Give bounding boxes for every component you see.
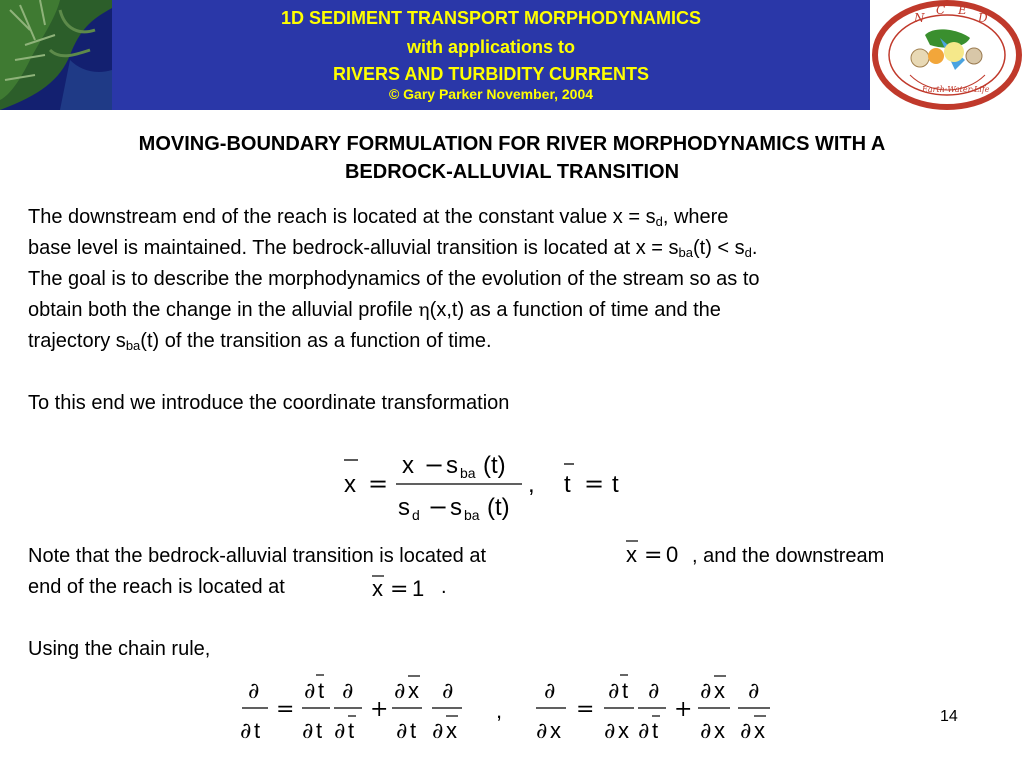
plus: + xyxy=(370,697,389,722)
text: base level is maintained. The bedrock-alluvial transition is located at x = s xyxy=(28,237,679,259)
text: obtain both the change in the alluvial profile xyxy=(28,299,419,321)
var-x-bar: x xyxy=(408,678,419,703)
svg-text:N: N xyxy=(914,11,925,25)
text: trajectory s xyxy=(28,330,126,352)
partial: ∂ xyxy=(638,719,650,744)
var-t-bar: t xyxy=(622,678,629,703)
partial: ∂ xyxy=(334,719,346,744)
den-paren-t: (t) xyxy=(487,494,510,521)
eta-symbol: η xyxy=(418,299,430,321)
num-s: s xyxy=(446,452,458,479)
equals: = xyxy=(276,697,295,722)
page-number: 14 xyxy=(940,708,958,725)
partial: ∂ xyxy=(302,719,314,744)
header-banner xyxy=(112,0,870,110)
eq-equals: = xyxy=(368,470,389,498)
num-paren-t: (t) xyxy=(483,452,506,479)
math-one: 1 xyxy=(412,576,425,601)
text: (t) < s xyxy=(693,237,745,259)
comma: , xyxy=(496,698,503,723)
partial: ∂ xyxy=(396,719,408,744)
slide-title-line-2: BEDROCK-ALLUVIAL TRANSITION xyxy=(344,161,680,183)
partial: ∂ xyxy=(700,679,712,704)
var-x-bar: x xyxy=(446,718,457,743)
den-sub-d: d xyxy=(412,507,420,523)
text: end of the reach is located at xyxy=(28,576,285,598)
eq-comma: , xyxy=(528,471,535,498)
partial: ∂ xyxy=(748,679,760,704)
text: The goal is to describe the morphodynamics of the evolution of the stream so as to xyxy=(28,268,760,290)
eq-x-bar: x xyxy=(344,471,356,498)
text: (x,t) as a function of time and the xyxy=(429,299,721,321)
paragraph-boundary-locations xyxy=(28,541,988,603)
subscript: ba xyxy=(125,338,141,353)
var-t: t xyxy=(316,718,323,743)
partial: ∂ xyxy=(740,719,752,744)
text: . xyxy=(441,576,447,598)
subscript: d xyxy=(744,245,752,260)
partial: ∂ xyxy=(240,719,252,744)
var-t-bar: t xyxy=(348,718,355,743)
var-x-bar: x xyxy=(714,678,725,703)
slide-title xyxy=(20,130,1004,186)
var-t: t xyxy=(254,718,261,743)
svg-text:D: D xyxy=(978,11,988,25)
slide-title-line-1: MOVING-BOUNDARY FORMULATION FOR RIVER MORPHODYNAMICS WITH A xyxy=(138,133,886,155)
equation-coordinate-transformation xyxy=(330,440,640,540)
den-s: s xyxy=(398,494,410,521)
equals: = xyxy=(576,697,595,722)
math-x: x xyxy=(372,576,383,601)
num-sub-ba: ba xyxy=(460,465,476,481)
math-zero: 0 xyxy=(666,542,679,567)
var-t-bar: t xyxy=(318,678,325,703)
eq-equals-2: = xyxy=(584,470,605,498)
eq-t-bar: t xyxy=(564,471,571,498)
text: (t) of the transition as a function of time. xyxy=(140,330,492,352)
partial: ∂ xyxy=(248,679,260,704)
paragraph-intro xyxy=(28,202,988,357)
text: The downstream end of the reach is located at the constant value x = s xyxy=(28,206,656,228)
partial: ∂ xyxy=(394,679,406,704)
var-x-bar: x xyxy=(754,718,765,743)
header-title: 1D SEDIMENT TRANSPORT MORPHODYNAMICS xyxy=(280,8,702,28)
equation-chain-rule xyxy=(236,666,776,758)
eq-t: t xyxy=(612,471,619,498)
svg-text:Earth·Water·Life: Earth·Water·Life xyxy=(922,85,990,94)
math-equals: = xyxy=(390,577,409,602)
partial: ∂ xyxy=(536,719,548,744)
plus: + xyxy=(674,697,693,722)
den-s2: s xyxy=(450,494,462,521)
header-copyright: © Gary Parker November, 2004 xyxy=(388,86,594,102)
inline-math-x-bar-equals-1 xyxy=(366,568,432,604)
partial: ∂ xyxy=(700,719,712,744)
paragraph-chain-rule: Using the chain rule, xyxy=(28,638,211,660)
partial: ∂ xyxy=(342,679,354,704)
partial: ∂ xyxy=(544,679,556,704)
subscript: d xyxy=(655,214,663,229)
partial: ∂ xyxy=(304,679,316,704)
num-x: x xyxy=(402,452,414,479)
paragraph-transformation: To this end we introduce the coordinate transformation xyxy=(28,392,510,414)
svg-text:E: E xyxy=(958,3,967,17)
partial: ∂ xyxy=(432,719,444,744)
var-t-bar: t xyxy=(652,718,659,743)
text: , and the downstream xyxy=(692,545,885,567)
satellite-image-river-delta xyxy=(0,0,112,110)
math-x: x xyxy=(626,542,637,567)
var-x: x xyxy=(714,718,725,743)
inline-math-x-bar-equals-0 xyxy=(622,535,688,571)
partial: ∂ xyxy=(648,679,660,704)
text: Note that the bedrock-alluvial transition is located at xyxy=(28,545,487,567)
partial: ∂ xyxy=(604,719,616,744)
partial: ∂ xyxy=(442,679,454,704)
var-t: t xyxy=(410,718,417,743)
den-sub-ba: ba xyxy=(464,507,480,523)
text: . xyxy=(751,237,758,259)
partial: ∂ xyxy=(608,679,620,704)
den-minus: − xyxy=(428,493,449,521)
subscript: ba xyxy=(678,245,693,260)
svg-text:C: C xyxy=(936,3,946,17)
math-equals: = xyxy=(644,543,663,568)
var-x: x xyxy=(618,718,629,743)
header-title-2: RIVERS AND TURBIDITY CURRENTS xyxy=(332,64,650,84)
num-minus: − xyxy=(424,451,445,479)
header-subtitle: with applications to xyxy=(406,37,575,57)
text: , where xyxy=(662,206,729,228)
var-x: x xyxy=(550,718,561,743)
nced-logo xyxy=(870,0,1024,110)
